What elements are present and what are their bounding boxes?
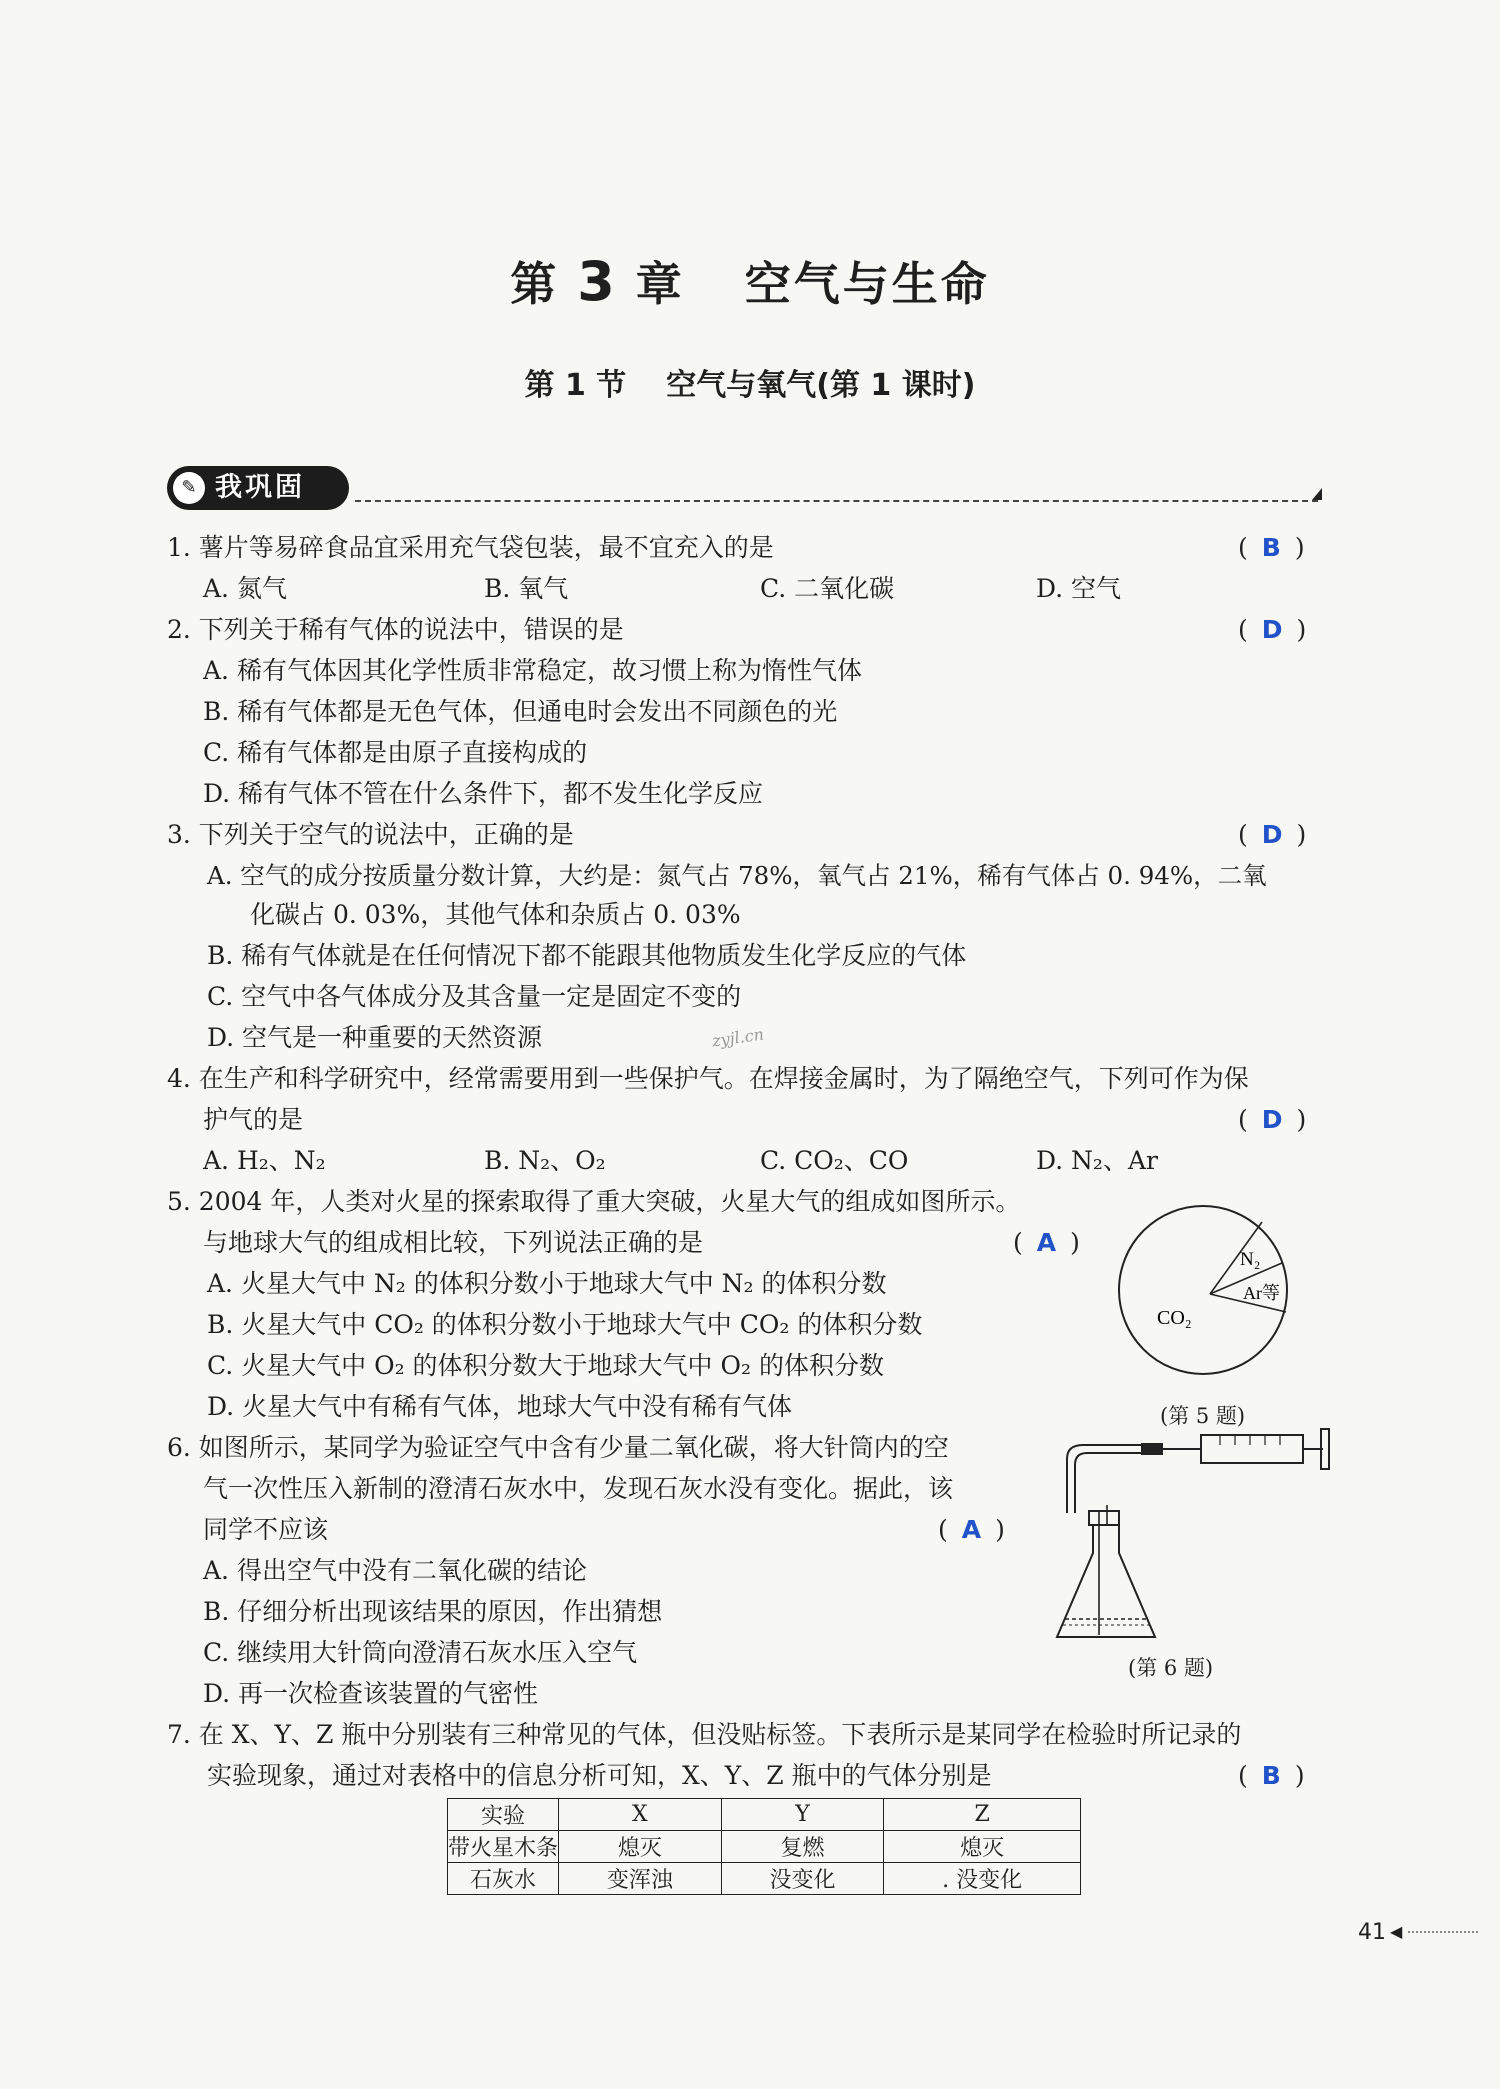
question-4-option-b: B. N₂、O₂ (484, 1146, 606, 1175)
table-cell: . 没变化 (884, 1863, 1081, 1895)
syringe-barrel (1201, 1435, 1303, 1463)
question-4-stem: 4. 在生产和科学研究中，经常需要用到一些保护气。在焊接金属时，为了隔绝空气，下列可作为保 (167, 1064, 1249, 1093)
conical-flask (1057, 1525, 1155, 1637)
table-header-cell: Y (721, 1799, 884, 1831)
table-cell: 石灰水 (448, 1863, 559, 1895)
rubber-connector (1141, 1443, 1163, 1455)
table-header-cell: X (559, 1799, 722, 1831)
question-1-option-a: A. 氮气 (203, 574, 287, 603)
page-number: 41 (1358, 1920, 1386, 1945)
flask-stopper (1089, 1511, 1119, 1525)
table-row (448, 1863, 1081, 1895)
page-number-dots (1408, 1931, 1478, 1933)
watermark: zyjl.cn (710, 1024, 765, 1051)
question-7-stem-cont: 实验现象，通过对表格中的信息分析可知，X、Y、Z 瓶中的气体分别是 (207, 1761, 992, 1790)
question-6-stem: 6. 如图所示，某同学为验证空气中含有少量二氧化碳，将大针筒内的空 (167, 1433, 949, 1462)
question-1-answer: ( B ) (1238, 533, 1305, 562)
table-cell: 变浑浊 (559, 1863, 722, 1895)
syringe-flask-apparatus (1055, 1425, 1330, 1650)
question-4-option-d: D. N₂、Ar (1036, 1146, 1158, 1175)
question-3-option-d: D. 空气是一种重要的天然资源 (207, 1023, 543, 1052)
question-6-option-a: A. 得出空气中没有二氧化碳的结论 (203, 1556, 587, 1585)
question-5-option-d: D. 火星大气中有稀有气体，地球大气中没有稀有气体 (207, 1392, 793, 1421)
table-cell: 没变化 (721, 1863, 884, 1895)
pie-label-n2: N₂ (1240, 1249, 1261, 1270)
experiment-table (447, 1798, 1081, 1895)
divider-corner-mark (1312, 488, 1322, 500)
figure-6-caption: (第 6 题) (1128, 1656, 1214, 1680)
question-5-option-b: B. 火星大气中 CO₂ 的体积分数小于地球大气中 CO₂ 的体积分数 (207, 1310, 923, 1339)
question-1-option-d: D. 空气 (1036, 574, 1122, 603)
question-5-stem-cont: 与地球大气的组成相比较，下列说法正确的是 (203, 1228, 704, 1257)
table-cell: 带火星木条 (448, 1831, 559, 1863)
delivery-tube-inner (1075, 1453, 1141, 1513)
table-header-row (448, 1799, 1081, 1831)
table-cell: 熄灭 (559, 1831, 722, 1863)
chapter-title: 第 3 章 空气与生命 (510, 250, 990, 313)
table-cell: 复燃 (721, 1831, 884, 1863)
question-3-answer: ( D ) (1238, 820, 1307, 849)
question-4-answer: ( D ) (1238, 1105, 1307, 1134)
question-3-stem: 3. 下列关于空气的说法中，正确的是 (167, 820, 574, 849)
question-6-stem-cont2: 同学不应该 (203, 1515, 329, 1544)
question-1-option-b: B. 氧气 (484, 574, 569, 603)
question-7-stem: 7. 在 X、Y、Z 瓶中分别装有三种常见的气体，但没贴标签。下表所示是某同学在检验时所记录的 (167, 1720, 1242, 1749)
question-6-option-b: B. 仔细分析出现该结果的原因，作出猜想 (203, 1597, 663, 1626)
question-6-answer: ( A ) (938, 1515, 1005, 1544)
table-header-cell: 实验 (448, 1799, 559, 1831)
question-2-option-c: C. 稀有气体都是由原子直接构成的 (203, 738, 588, 767)
question-5-stem: 5. 2004 年，人类对火星的探索取得了重大突破，火星大气的组成如图所示。 (167, 1187, 1021, 1216)
question-6-option-d: D. 再一次检查该装置的气密性 (203, 1679, 539, 1708)
pencil-icon: ✎ (173, 472, 205, 504)
table-row (448, 1831, 1081, 1863)
question-1-stem: 1. 薯片等易碎食品宜采用充气袋包装，最不宜充入的是 (167, 533, 774, 562)
question-6-stem-cont: 气一次性压入新制的澄清石灰水中，发现石灰水没有变化。据此，该 (203, 1474, 954, 1503)
question-2-option-a: A. 稀有气体因其化学性质非常稳定，故习惯上称为惰性气体 (203, 656, 862, 685)
question-4-stem-cont: 护气的是 (203, 1105, 304, 1134)
section-badge: ✎ 我巩固 (167, 466, 349, 510)
table-cell: 熄灭 (884, 1831, 1081, 1863)
question-4-option-a: A. H₂、N₂ (203, 1146, 326, 1175)
question-5-option-c: C. 火星大气中 O₂ 的体积分数大于地球大气中 O₂ 的体积分数 (207, 1351, 884, 1380)
question-2-option-b: B. 稀有气体都是无色气体，但通电时会发出不同颜色的光 (203, 697, 838, 726)
mars-atmosphere-pie-chart (1115, 1200, 1295, 1380)
question-2-stem: 2. 下列关于稀有气体的说法中，错误的是 (167, 615, 624, 644)
question-7-answer: ( B ) (1238, 1761, 1305, 1790)
question-2-option-d: D. 稀有气体不管在什么条件下，都不发生化学反应 (203, 779, 764, 808)
question-5-answer: ( A ) (1013, 1228, 1080, 1257)
question-3-option-a: A. 空气的成分按质量分数计算，大约是：氮气占 78%，氧气占 21%，稀有气体占 0. 94%，二氧 (207, 861, 1267, 890)
question-3-option-c: C. 空气中各气体成分及其含量一定是固定不变的 (207, 982, 742, 1011)
figure-5-caption: (第 5 题) (1160, 1404, 1246, 1428)
question-5-option-a: A. 火星大气中 N₂ 的体积分数小于地球大气中 N₂ 的体积分数 (207, 1269, 887, 1298)
question-3-option-a-cont: 化碳占 0. 03%，其他气体和杂质占 0. 03% (250, 900, 741, 929)
arrow-left-icon: ◀ (1390, 1922, 1403, 1941)
question-1-option-c: C. 二氧化碳 (760, 574, 895, 603)
dashed-divider (355, 500, 1318, 502)
table-header-cell: Z (884, 1799, 1081, 1831)
pie-label-ar: Ar等 (1243, 1283, 1280, 1303)
question-4-option-c: C. CO₂、CO (760, 1146, 909, 1175)
section-title: 第 1 节 空气与氧气(第 1 课时) (524, 368, 976, 403)
question-3-option-b: B. 稀有气体就是在任何情况下都不能跟其他物质发生化学反应的气体 (207, 941, 967, 970)
question-2-answer: ( D ) (1238, 615, 1307, 644)
pie-label-co2: CO₂ (1157, 1307, 1192, 1329)
question-6-option-c: C. 继续用大针筒向澄清石灰水压入空气 (203, 1638, 638, 1667)
